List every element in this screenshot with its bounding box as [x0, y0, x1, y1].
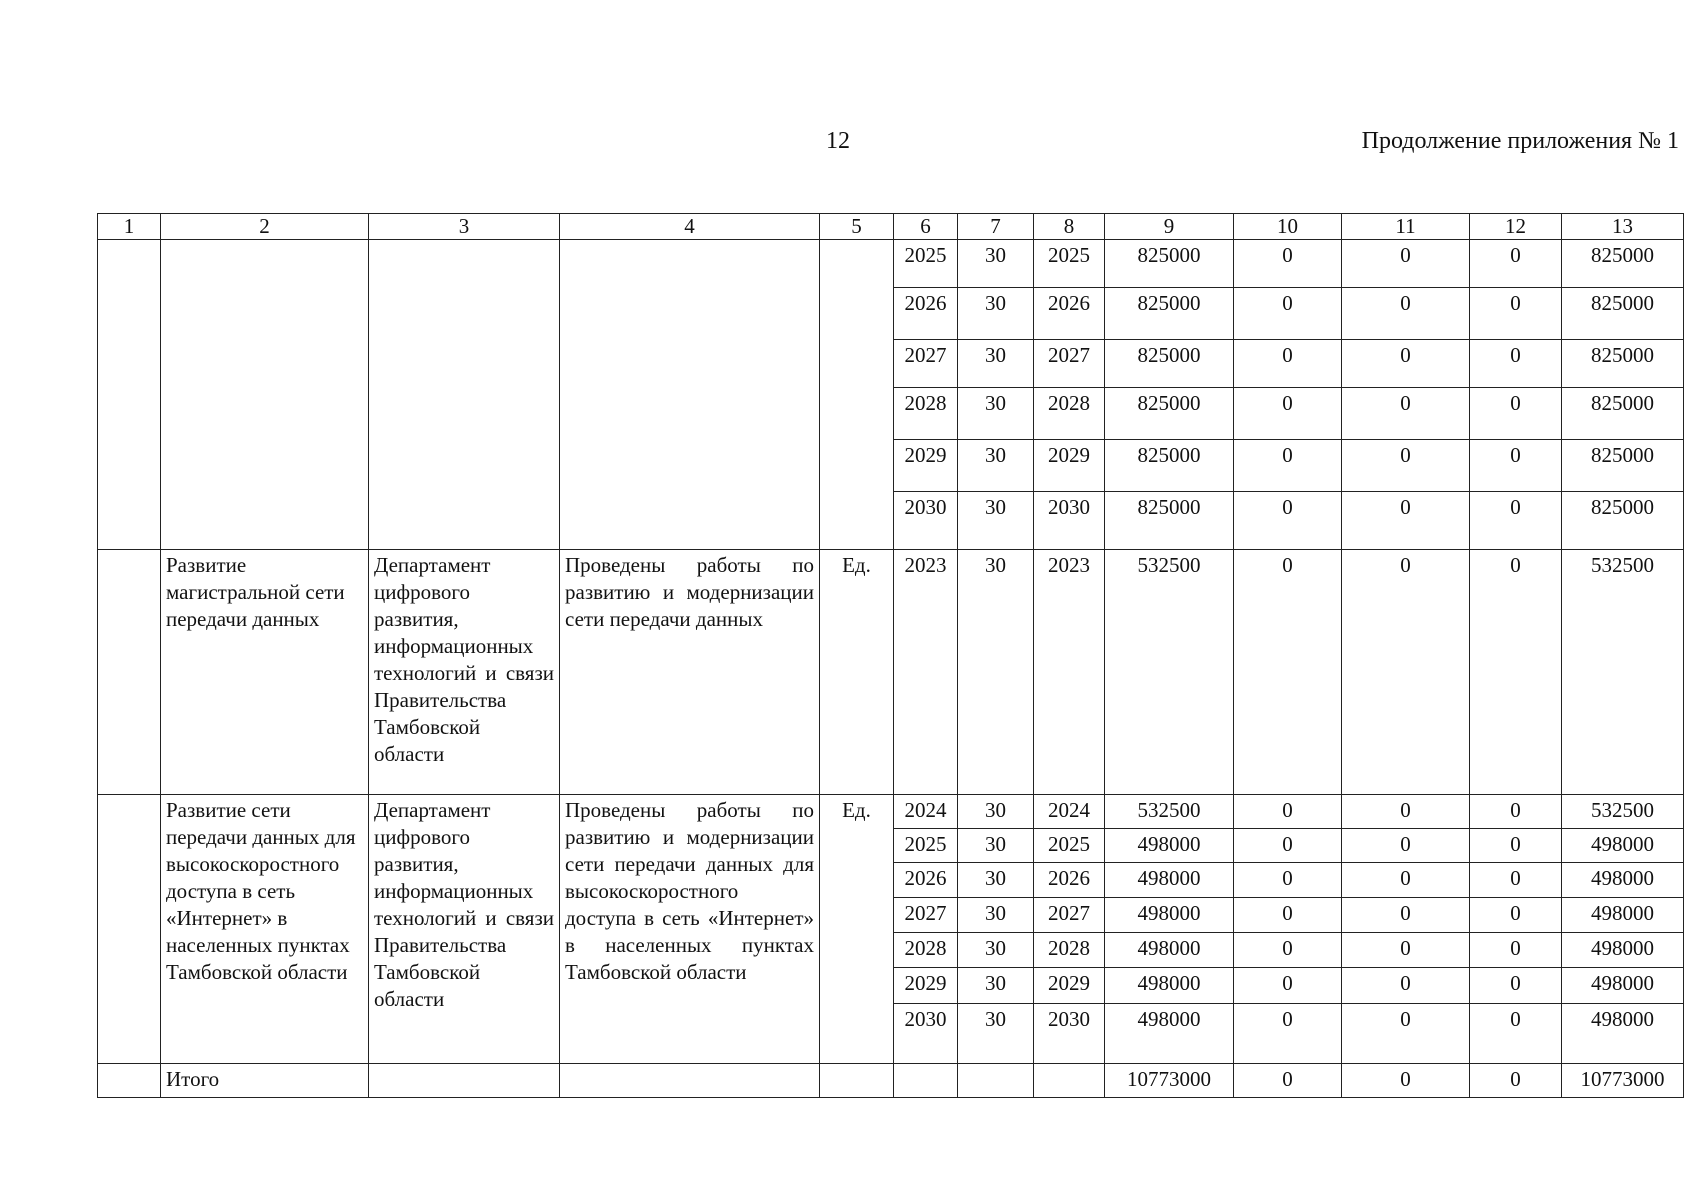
amount-cell: 0 — [1342, 240, 1470, 288]
total-label: Итого — [161, 1064, 369, 1098]
amount-cell: 825000 — [1105, 288, 1234, 340]
amount-cell: 0 — [1342, 1004, 1470, 1064]
amount-cell: 0 — [1234, 388, 1342, 440]
empty-cell — [894, 1064, 958, 1098]
amount-cell: 0 — [1234, 863, 1342, 898]
amount-cell: 498000 — [1105, 1004, 1234, 1064]
amount-cell: 498000 — [1562, 829, 1684, 863]
year-cell: 2029 — [894, 968, 958, 1004]
amount-cell: 825000 — [1105, 340, 1234, 388]
amount-cell: 825000 — [1105, 388, 1234, 440]
amount-cell: 532500 — [1562, 795, 1684, 829]
column-number: 5 — [820, 214, 894, 240]
year-cell: 2025 — [894, 240, 958, 288]
amount-cell: 0 — [1470, 968, 1562, 1004]
column-numbers-row — [98, 214, 1684, 240]
continuation-title: Продолжение приложения № 1 — [1361, 128, 1679, 154]
amount-cell: 498000 — [1105, 898, 1234, 933]
amount-cell: 0 — [1470, 388, 1562, 440]
year-cell: 2027 — [894, 898, 958, 933]
amount-cell: 0 — [1470, 933, 1562, 968]
empty-cell — [1034, 1064, 1105, 1098]
amount-cell: 498000 — [1105, 968, 1234, 1004]
amount-cell: 0 — [1234, 968, 1342, 1004]
amount-cell: 0 — [1470, 288, 1562, 340]
amount-cell: 0 — [1470, 340, 1562, 388]
year-cell: 2028 — [1034, 933, 1105, 968]
empty-cell — [820, 240, 894, 550]
empty-cell — [958, 1064, 1034, 1098]
amount-cell: 0 — [1342, 550, 1470, 795]
amount-cell: 0 — [1342, 933, 1470, 968]
amount-cell: 0 — [1342, 968, 1470, 1004]
amount-cell: 0 — [1234, 288, 1342, 340]
activity-name: Развитие магистральной сети передачи данных — [161, 550, 369, 795]
column-number: 4 — [560, 214, 820, 240]
amount-cell: 825000 — [1562, 388, 1684, 440]
value-cell: 30 — [958, 898, 1034, 933]
column-number: 8 — [1034, 214, 1105, 240]
amount-cell: 0 — [1234, 898, 1342, 933]
year-cell: 2026 — [1034, 863, 1105, 898]
year-cell: 2029 — [1034, 440, 1105, 492]
column-number: 2 — [161, 214, 369, 240]
unit-cell: Ед. — [820, 550, 894, 795]
amount-cell: 0 — [1342, 829, 1470, 863]
page-number: 12 — [826, 128, 850, 154]
year-cell: 2028 — [1034, 388, 1105, 440]
amount-cell: 498000 — [1562, 898, 1684, 933]
empty-cell — [98, 550, 161, 795]
year-cell: 2028 — [894, 388, 958, 440]
amount-cell: 825000 — [1105, 492, 1234, 550]
empty-cell — [98, 240, 161, 550]
column-number: 11 — [1342, 214, 1470, 240]
amount-cell: 0 — [1342, 492, 1470, 550]
amount-cell: 825000 — [1562, 240, 1684, 288]
amount-cell: 532500 — [1105, 550, 1234, 795]
result-cell: Проведены работы по развитию и модернизации сети передачи данных для высокоскоростного доступа в сеть «Интернет» в населенных пунктах Тамбовской области — [560, 795, 820, 1064]
amount-cell: 498000 — [1562, 968, 1684, 1004]
year-cell: 2027 — [1034, 340, 1105, 388]
value-cell: 30 — [958, 550, 1034, 795]
total-row — [98, 1064, 1684, 1098]
amount-cell: 532500 — [1105, 795, 1234, 829]
empty-cell — [369, 1064, 560, 1098]
column-number: 1 — [98, 214, 161, 240]
activity-name: Развитие сети передачи данных для высокоскоростного доступа в сеть «Интернет» в населенных пунктах Тамбовской области — [161, 795, 369, 1064]
unit-cell: Ед. — [820, 795, 894, 1064]
amount-cell: 0 — [1470, 1004, 1562, 1064]
total-amount: 0 — [1234, 1064, 1342, 1098]
amount-cell: 498000 — [1562, 933, 1684, 968]
value-cell: 30 — [958, 795, 1034, 829]
amount-cell: 0 — [1234, 440, 1342, 492]
year-cell: 2028 — [894, 933, 958, 968]
total-amount: 10773000 — [1105, 1064, 1234, 1098]
amount-cell: 0 — [1234, 492, 1342, 550]
executor-cell: Департамент цифрового развития, информационных технологий и связи Правительства Тамбовской области — [369, 795, 560, 1064]
total-amount: 0 — [1470, 1064, 1562, 1098]
amount-cell: 0 — [1234, 550, 1342, 795]
empty-cell — [820, 1064, 894, 1098]
amount-cell: 0 — [1470, 440, 1562, 492]
year-cell: 2030 — [894, 492, 958, 550]
amount-cell: 0 — [1342, 440, 1470, 492]
year-cell: 2024 — [894, 795, 958, 829]
year-cell: 2025 — [1034, 829, 1105, 863]
value-cell: 30 — [958, 440, 1034, 492]
empty-cell — [98, 795, 161, 1064]
empty-cell — [560, 240, 820, 550]
result-cell: Проведены работы по развитию и модернизации сети передачи данных — [560, 550, 820, 795]
year-cell: 2025 — [894, 829, 958, 863]
executor-cell: Департамент цифрового развития, информационных технологий и связи Правительства Тамбовской области — [369, 550, 560, 795]
amount-cell: 0 — [1470, 550, 1562, 795]
empty-cell — [98, 1064, 161, 1098]
year-cell: 2030 — [1034, 1004, 1105, 1064]
year-cell: 2027 — [1034, 898, 1105, 933]
program-table — [97, 213, 1684, 1098]
amount-cell: 0 — [1342, 288, 1470, 340]
year-cell: 2030 — [1034, 492, 1105, 550]
year-cell: 2029 — [894, 440, 958, 492]
amount-cell: 0 — [1342, 388, 1470, 440]
value-cell: 30 — [958, 863, 1034, 898]
amount-cell: 0 — [1234, 829, 1342, 863]
empty-cell — [560, 1064, 820, 1098]
total-amount: 10773000 — [1562, 1064, 1684, 1098]
amount-cell: 0 — [1234, 795, 1342, 829]
value-cell: 30 — [958, 492, 1034, 550]
year-cell: 2030 — [894, 1004, 958, 1064]
value-cell: 30 — [958, 1004, 1034, 1064]
value-cell: 30 — [958, 340, 1034, 388]
column-number: 12 — [1470, 214, 1562, 240]
amount-cell: 0 — [1470, 829, 1562, 863]
column-number: 6 — [894, 214, 958, 240]
amount-cell: 498000 — [1105, 933, 1234, 968]
amount-cell: 498000 — [1105, 829, 1234, 863]
amount-cell: 0 — [1234, 933, 1342, 968]
amount-cell: 825000 — [1562, 288, 1684, 340]
amount-cell: 532500 — [1562, 550, 1684, 795]
value-cell: 30 — [958, 288, 1034, 340]
column-number: 10 — [1234, 214, 1342, 240]
amount-cell: 0 — [1234, 1004, 1342, 1064]
year-cell: 2027 — [894, 340, 958, 388]
amount-cell: 0 — [1470, 240, 1562, 288]
amount-cell: 0 — [1470, 492, 1562, 550]
amount-cell: 0 — [1470, 795, 1562, 829]
amount-cell: 0 — [1342, 795, 1470, 829]
year-cell: 2023 — [894, 550, 958, 795]
year-cell: 2026 — [1034, 288, 1105, 340]
total-amount: 0 — [1342, 1064, 1470, 1098]
amount-cell: 0 — [1342, 898, 1470, 933]
year-cell: 2025 — [1034, 240, 1105, 288]
amount-cell: 825000 — [1562, 440, 1684, 492]
value-cell: 30 — [958, 829, 1034, 863]
amount-cell: 0 — [1470, 863, 1562, 898]
amount-cell: 825000 — [1105, 440, 1234, 492]
value-cell: 30 — [958, 388, 1034, 440]
value-cell: 30 — [958, 968, 1034, 1004]
year-cell: 2029 — [1034, 968, 1105, 1004]
amount-cell: 498000 — [1562, 863, 1684, 898]
amount-cell: 825000 — [1562, 340, 1684, 388]
year-cell: 2026 — [894, 863, 958, 898]
table-row — [98, 795, 1684, 829]
amount-cell: 0 — [1470, 898, 1562, 933]
year-cell: 2023 — [1034, 550, 1105, 795]
empty-cell — [161, 240, 369, 550]
amount-cell: 0 — [1342, 863, 1470, 898]
year-cell: 2024 — [1034, 795, 1105, 829]
empty-cell — [369, 240, 560, 550]
column-number: 7 — [958, 214, 1034, 240]
amount-cell: 498000 — [1105, 863, 1234, 898]
column-number: 13 — [1562, 214, 1684, 240]
column-number: 9 — [1105, 214, 1234, 240]
amount-cell: 825000 — [1562, 492, 1684, 550]
column-number: 3 — [369, 214, 560, 240]
year-cell: 2026 — [894, 288, 958, 340]
table-row — [98, 240, 1684, 288]
amount-cell: 0 — [1234, 240, 1342, 288]
value-cell: 30 — [958, 933, 1034, 968]
amount-cell: 0 — [1342, 340, 1470, 388]
value-cell: 30 — [958, 240, 1034, 288]
table-row — [98, 550, 1684, 795]
amount-cell: 825000 — [1105, 240, 1234, 288]
amount-cell: 498000 — [1562, 1004, 1684, 1064]
amount-cell: 0 — [1234, 340, 1342, 388]
